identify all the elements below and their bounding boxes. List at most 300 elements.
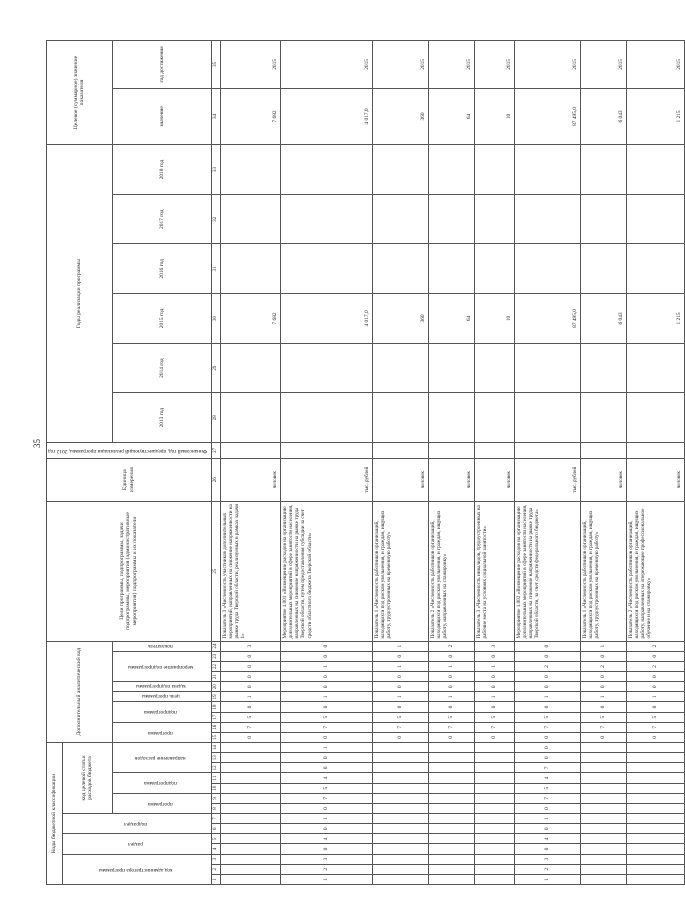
row-2018 bbox=[474, 145, 514, 195]
code-cell bbox=[428, 854, 474, 864]
code-cell bbox=[372, 814, 428, 824]
code-cell: 0 bbox=[580, 682, 626, 692]
code-cell: 1 bbox=[514, 874, 580, 884]
table-row bbox=[514, 41, 580, 885]
row-financing bbox=[280, 443, 372, 459]
code-cell: 0 bbox=[220, 661, 280, 671]
row-2017 bbox=[580, 194, 626, 244]
code-cell bbox=[428, 742, 474, 752]
row-2015: 87 495,0 bbox=[514, 294, 580, 344]
page-number: 35 bbox=[32, 439, 42, 448]
bk-group-header: Коды бюджетной классификации bbox=[47, 742, 63, 884]
code-cell: 1 bbox=[514, 814, 580, 824]
row-name: Показатель 3 «Численность участников дополнительных мероприятий, направленных на снижение напряженности на рынке труда Тверской области, реализуемых в рамках задачи 1» bbox=[220, 501, 280, 641]
row-name: Показатель 3 «Численность инвалидов, трудоустроенных на рабочие места на условиях социальной занятости» bbox=[474, 501, 514, 641]
code-cell bbox=[626, 844, 684, 854]
code-cell bbox=[474, 834, 514, 844]
subprogram-header: подпрограмма bbox=[112, 773, 211, 793]
code-cell: 1 bbox=[428, 661, 474, 671]
row-2014 bbox=[280, 343, 372, 393]
code-cell: 7 bbox=[474, 722, 514, 732]
code-cell: 0 bbox=[372, 732, 428, 742]
code-cell: 0 bbox=[280, 763, 372, 773]
row-unit: человек bbox=[474, 458, 514, 501]
code-cell bbox=[580, 834, 626, 844]
code-cell bbox=[220, 803, 280, 813]
code-cell bbox=[580, 874, 626, 884]
row-2014 bbox=[626, 343, 684, 393]
code-cell: 0 bbox=[474, 682, 514, 692]
code-cell: 1 bbox=[280, 814, 372, 824]
code-cell: 0 bbox=[514, 672, 580, 682]
row-2017 bbox=[626, 194, 684, 244]
code-cell: 0 bbox=[514, 651, 580, 661]
code-cell: 0 bbox=[514, 824, 580, 834]
code-cell: 1 bbox=[220, 692, 280, 702]
code-cell bbox=[220, 874, 280, 884]
code-cell bbox=[474, 824, 514, 834]
row-2014 bbox=[474, 343, 514, 393]
code-cell: 0 bbox=[220, 651, 280, 661]
row-name: Показатель 1 «Численность работников организаций, находящихся под риском увольнения, и граждан, ищущих работу, трудоустроенных на временную работу» bbox=[580, 501, 626, 641]
code-cell: 5 bbox=[428, 712, 474, 722]
admin-code-header: код администратора программы bbox=[63, 854, 212, 884]
code-cell: 0 bbox=[372, 702, 428, 712]
target-year-header: год достижения bbox=[112, 41, 211, 89]
code-cell bbox=[372, 753, 428, 763]
row-financing bbox=[474, 443, 514, 459]
code-cell: 1 bbox=[280, 692, 372, 702]
code-cell: 0 bbox=[280, 651, 372, 661]
rows-body bbox=[220, 41, 684, 885]
code-cell: 0 bbox=[474, 732, 514, 742]
code-cell: 4 bbox=[280, 773, 372, 783]
code-cell bbox=[580, 793, 626, 803]
row-2018 bbox=[428, 145, 474, 195]
code-cell bbox=[580, 803, 626, 813]
code-cell bbox=[474, 773, 514, 783]
row-financing bbox=[626, 443, 684, 459]
row-target-year: 2015 bbox=[372, 41, 428, 89]
code-cell: 0 bbox=[626, 651, 684, 661]
code-cell bbox=[474, 854, 514, 864]
row-name: Показатель 2 «Численность работников организаций, находящихся под риском увольнения, и граждан, ищущих работу, направленных на стажировку» bbox=[428, 501, 474, 641]
row-2013 bbox=[372, 393, 428, 443]
code-cell bbox=[372, 783, 428, 793]
code-cell: 5 bbox=[514, 712, 580, 722]
table-row bbox=[280, 41, 372, 885]
section-header: раздел bbox=[63, 834, 212, 854]
row-2013 bbox=[474, 393, 514, 443]
code-cell: 0 bbox=[514, 641, 580, 651]
code-cell: 0 bbox=[580, 651, 626, 661]
row-2013 bbox=[626, 393, 684, 443]
row-financing bbox=[514, 443, 580, 459]
code-cell: 5 bbox=[626, 712, 684, 722]
code-cell bbox=[580, 844, 626, 854]
code-cell bbox=[428, 824, 474, 834]
row-target-year: 2015 bbox=[220, 41, 280, 89]
code-cell: 3 bbox=[220, 641, 280, 651]
code-cell bbox=[372, 834, 428, 844]
code-cell bbox=[580, 864, 626, 874]
row-2018 bbox=[280, 145, 372, 195]
code-cell bbox=[580, 783, 626, 793]
code-cell bbox=[220, 773, 280, 783]
code-cell bbox=[580, 763, 626, 773]
row-2015: 64 bbox=[428, 294, 474, 344]
code-cell: 3 bbox=[514, 854, 580, 864]
code-cell: 0 bbox=[514, 844, 580, 854]
code-cell bbox=[626, 864, 684, 874]
row-2016 bbox=[372, 244, 428, 294]
code-cell: 0 bbox=[428, 732, 474, 742]
an-event-header: мероприятие подпрограммы bbox=[112, 651, 211, 681]
code-cell bbox=[372, 793, 428, 803]
program-header: программа bbox=[112, 793, 211, 813]
row-2013 bbox=[280, 393, 372, 443]
code-cell: 4 bbox=[514, 834, 580, 844]
code-cell bbox=[580, 742, 626, 752]
code-cell: 2 bbox=[626, 661, 684, 671]
code-cell bbox=[474, 803, 514, 813]
code-cell: 0 bbox=[280, 732, 372, 742]
code-cell: 4 bbox=[280, 834, 372, 844]
code-cell: 5 bbox=[580, 712, 626, 722]
row-2018 bbox=[372, 145, 428, 195]
row-2017 bbox=[428, 194, 474, 244]
row-2015: 10 bbox=[474, 294, 514, 344]
code-cell bbox=[428, 763, 474, 773]
code-cell: 7 bbox=[514, 722, 580, 732]
code-cell: 1 bbox=[428, 692, 474, 702]
code-cell: 2 bbox=[580, 661, 626, 671]
row-target-value: 6 043 bbox=[580, 88, 626, 144]
table-row bbox=[372, 41, 428, 885]
code-cell bbox=[372, 844, 428, 854]
code-cell: 0 bbox=[514, 742, 580, 752]
code-cell bbox=[220, 742, 280, 752]
code-cell: 1 bbox=[580, 692, 626, 702]
code-cell: 7 bbox=[626, 722, 684, 732]
code-cell: 2 bbox=[428, 641, 474, 651]
code-cell: 7 bbox=[220, 722, 280, 732]
code-cell bbox=[474, 874, 514, 884]
code-cell bbox=[220, 783, 280, 793]
code-cell bbox=[626, 803, 684, 813]
an-indicator-header: показатель bbox=[112, 641, 211, 651]
code-cell: 0 bbox=[626, 702, 684, 712]
code-cell: 0 bbox=[280, 824, 372, 834]
row-unit: человек bbox=[372, 458, 428, 501]
row-unit: тыс. рублей bbox=[280, 458, 372, 501]
row-2015: 1 215 bbox=[626, 294, 684, 344]
code-cell: 0 bbox=[428, 672, 474, 682]
row-unit: человек bbox=[626, 458, 684, 501]
code-cell bbox=[474, 753, 514, 763]
code-cell: 2 bbox=[626, 641, 684, 651]
code-cell bbox=[626, 753, 684, 763]
years-group-header: Годы реализации программы bbox=[47, 145, 113, 443]
code-cell: 0 bbox=[474, 672, 514, 682]
code-cell: 0 bbox=[372, 672, 428, 682]
row-2016 bbox=[626, 244, 684, 294]
code-cell: 0 bbox=[280, 702, 372, 712]
code-cell: 2 bbox=[514, 661, 580, 671]
rotated-page bbox=[46, 40, 683, 885]
code-cell bbox=[626, 742, 684, 752]
code-cell bbox=[626, 834, 684, 844]
code-cell bbox=[428, 834, 474, 844]
code-cell bbox=[428, 773, 474, 783]
code-cell: 1 bbox=[372, 661, 428, 671]
code-cell bbox=[474, 742, 514, 752]
row-2013 bbox=[514, 393, 580, 443]
code-cell bbox=[474, 763, 514, 773]
code-cell: 0 bbox=[514, 753, 580, 763]
row-2013 bbox=[580, 393, 626, 443]
code-cell: 5 bbox=[514, 783, 580, 793]
code-cell: 0 bbox=[220, 702, 280, 712]
code-cell: 0 bbox=[280, 641, 372, 651]
code-cell: 7 bbox=[580, 722, 626, 732]
code-cell: 0 bbox=[626, 732, 684, 742]
code-cell bbox=[220, 844, 280, 854]
code-cell bbox=[428, 793, 474, 803]
year-2018-header: 2018 год bbox=[112, 145, 211, 195]
row-target-year: 2015 bbox=[580, 41, 626, 89]
code-cell: 7 bbox=[514, 763, 580, 773]
code-cell bbox=[428, 874, 474, 884]
code-cell bbox=[372, 763, 428, 773]
code-cell: 0 bbox=[626, 682, 684, 692]
row-2017 bbox=[220, 194, 280, 244]
row-2014 bbox=[514, 343, 580, 393]
code-cell bbox=[220, 864, 280, 874]
row-2018 bbox=[514, 145, 580, 195]
code-cell: 0 bbox=[280, 803, 372, 813]
code-cell bbox=[372, 854, 428, 864]
row-target-value: 7 682 bbox=[220, 88, 280, 144]
row-financing bbox=[428, 443, 474, 459]
year-2016-header: 2016 год bbox=[112, 244, 211, 294]
code-cell bbox=[626, 793, 684, 803]
row-2016 bbox=[428, 244, 474, 294]
code-cell: 1 bbox=[372, 692, 428, 702]
row-2014 bbox=[580, 343, 626, 393]
code-cell: 0 bbox=[280, 672, 372, 682]
code-cell bbox=[626, 874, 684, 884]
code-cell bbox=[220, 814, 280, 824]
row-target-value: 10 bbox=[474, 88, 514, 144]
code-cell bbox=[626, 763, 684, 773]
code-cell: 0 bbox=[428, 682, 474, 692]
code-cell: 0 bbox=[428, 702, 474, 712]
code-cell: 0 bbox=[428, 651, 474, 661]
code-cell bbox=[372, 773, 428, 783]
code-cell: 5 bbox=[372, 712, 428, 722]
code-cell bbox=[474, 814, 514, 824]
code-cell bbox=[428, 864, 474, 874]
row-financing bbox=[580, 443, 626, 459]
code-cell bbox=[626, 783, 684, 793]
row-unit: тыс. рублей bbox=[514, 458, 580, 501]
code-cell: 5 bbox=[220, 712, 280, 722]
code-cell bbox=[580, 773, 626, 783]
code-cell: 1 bbox=[626, 692, 684, 702]
code-cell: 5 bbox=[474, 712, 514, 722]
row-2017 bbox=[474, 194, 514, 244]
row-financing bbox=[220, 443, 280, 459]
row-2017 bbox=[280, 194, 372, 244]
row-2017 bbox=[372, 194, 428, 244]
an-task-header: задача подпрограммы bbox=[112, 682, 211, 692]
target-group-header: Целевое (суммарное) значение показателя bbox=[47, 41, 113, 145]
code-cell: 0 bbox=[220, 682, 280, 692]
row-target-value: 4 017,0 bbox=[280, 88, 372, 144]
code-cell bbox=[580, 824, 626, 834]
row-2014 bbox=[428, 343, 474, 393]
row-2017 bbox=[514, 194, 580, 244]
row-name: Мероприятие 1.002 «Возмещение расходов на организацию дополнительных мероприятий в сфере занятости населения, направленных на снижение напряженности на рынке труда Тверской области, за счет средств федерального бюджета» bbox=[514, 501, 580, 641]
code-cell bbox=[626, 814, 684, 824]
unit-header: Единица измерения bbox=[47, 458, 212, 501]
code-cell: 0 bbox=[372, 651, 428, 661]
code-cell bbox=[428, 753, 474, 763]
row-2015: 7 682 bbox=[220, 294, 280, 344]
row-2016 bbox=[474, 244, 514, 294]
row-2016 bbox=[580, 244, 626, 294]
code-cell: 0 bbox=[280, 682, 372, 692]
row-2016 bbox=[220, 244, 280, 294]
code-cell: 5 bbox=[280, 712, 372, 722]
code-cell bbox=[428, 783, 474, 793]
an-subprogram-header: подпрограмма bbox=[112, 702, 211, 722]
code-cell: 7 bbox=[280, 722, 372, 732]
row-2018 bbox=[626, 145, 684, 195]
code-cell: 1 bbox=[280, 661, 372, 671]
row-name: Мероприятие 1.001 «Возмещение расходов на организацию дополнительных мероприятий в сфере занятости населения, направленных на снижение напряженности на рынке труда Тверской области, путем предоставления субсидии за счет средств областного бюджета Тверской области» bbox=[280, 501, 372, 641]
code-cell bbox=[372, 742, 428, 752]
code-cell: 0 bbox=[220, 672, 280, 682]
code-cell bbox=[626, 854, 684, 864]
code-cell: 0 bbox=[280, 844, 372, 854]
year-2014-header: 2014 год bbox=[112, 343, 211, 393]
code-cell: 7 bbox=[428, 722, 474, 732]
row-2018 bbox=[220, 145, 280, 195]
row-target-year: 2015 bbox=[280, 41, 372, 89]
code-cell bbox=[474, 844, 514, 854]
row-unit: человек bbox=[220, 458, 280, 501]
code-cell bbox=[220, 763, 280, 773]
code-cell bbox=[220, 824, 280, 834]
code-cell bbox=[474, 793, 514, 803]
row-target-value: 1 215 bbox=[626, 88, 684, 144]
subsection-header: подраздел bbox=[63, 814, 212, 834]
row-target-value: 87 495,0 bbox=[514, 88, 580, 144]
code-cell bbox=[220, 753, 280, 763]
code-cell bbox=[580, 854, 626, 864]
row-target-value: 360 bbox=[372, 88, 428, 144]
code-cell: 0 bbox=[514, 732, 580, 742]
table-row bbox=[428, 41, 474, 885]
code-cell bbox=[220, 854, 280, 864]
row-2015: 6 043 bbox=[580, 294, 626, 344]
expense-direction-header: направление расходов bbox=[112, 742, 211, 772]
code-cell bbox=[580, 814, 626, 824]
table-row bbox=[580, 41, 626, 885]
row-target-year: 2015 bbox=[474, 41, 514, 89]
program-table bbox=[46, 40, 685, 885]
code-cell bbox=[474, 864, 514, 874]
code-cell: 0 bbox=[474, 651, 514, 661]
row-name: Показатель 1 «Численность работников организаций, находящихся под риском увольнения, и граждан, ищущих работу, трудоустроенных на временную работу» bbox=[372, 501, 428, 641]
code-cell: 7 bbox=[372, 722, 428, 732]
code-cell: 4 bbox=[514, 773, 580, 783]
row-2014 bbox=[220, 343, 280, 393]
expense-group-header: код целевой статьи расходов бюджета bbox=[63, 742, 113, 813]
code-cell: 0 bbox=[220, 732, 280, 742]
code-cell: 3 bbox=[474, 641, 514, 651]
row-target-value: 64 bbox=[428, 88, 474, 144]
row-unit: человек bbox=[428, 458, 474, 501]
row-2016 bbox=[280, 244, 372, 294]
table-row bbox=[626, 41, 684, 885]
row-2015: 4 017,0 bbox=[280, 294, 372, 344]
row-2013 bbox=[428, 393, 474, 443]
code-cell bbox=[428, 814, 474, 824]
name-header: Цели программы, подпрограммы, задачи подпрограммы, мероприятия (административные мероприятия) подпрограммы и их показатели bbox=[47, 501, 212, 641]
code-cell: 1 bbox=[280, 874, 372, 884]
target-value-header: значение bbox=[112, 88, 211, 144]
row-financing bbox=[372, 443, 428, 459]
code-cell: 1 bbox=[372, 641, 428, 651]
code-cell bbox=[428, 844, 474, 854]
code-cell: 1 bbox=[280, 742, 372, 752]
table-row bbox=[474, 41, 514, 885]
code-cell: 0 bbox=[626, 672, 684, 682]
code-cell: 3 bbox=[280, 854, 372, 864]
analytic-group-header: Дополнительный аналитический код bbox=[47, 641, 113, 742]
code-cell bbox=[474, 783, 514, 793]
year-2017-header: 2017 год bbox=[112, 194, 211, 244]
code-cell: 0 bbox=[514, 702, 580, 712]
code-cell: 0 bbox=[280, 753, 372, 763]
code-cell: 1 bbox=[580, 641, 626, 651]
code-cell: 2 bbox=[280, 864, 372, 874]
code-cell: 0 bbox=[372, 682, 428, 692]
code-cell: 7 bbox=[280, 793, 372, 803]
table-row bbox=[220, 41, 280, 885]
year-2013-header: 2013 год bbox=[112, 393, 211, 443]
code-cell: 5 bbox=[280, 783, 372, 793]
code-cell: 0 bbox=[580, 672, 626, 682]
code-cell bbox=[372, 803, 428, 813]
column-numbers-row: 1 2 3 4 5 6 7 8 9 10 11 12 13 14 15 16 17 18 19 20 21 22 23 24 25 26 27 28 29 30 31 32 33 34 35 bbox=[211, 41, 220, 885]
code-cell: 1 bbox=[514, 692, 580, 702]
row-target-year: 2015 bbox=[428, 41, 474, 89]
code-cell bbox=[220, 834, 280, 844]
code-cell: 0 bbox=[514, 803, 580, 813]
code-cell: 7 bbox=[514, 793, 580, 803]
an-program-header: программа bbox=[112, 722, 211, 742]
row-2014 bbox=[372, 343, 428, 393]
code-cell: 0 bbox=[580, 702, 626, 712]
code-cell bbox=[626, 824, 684, 834]
row-2016 bbox=[514, 244, 580, 294]
code-cell: 0 bbox=[474, 702, 514, 712]
row-2013 bbox=[220, 393, 280, 443]
